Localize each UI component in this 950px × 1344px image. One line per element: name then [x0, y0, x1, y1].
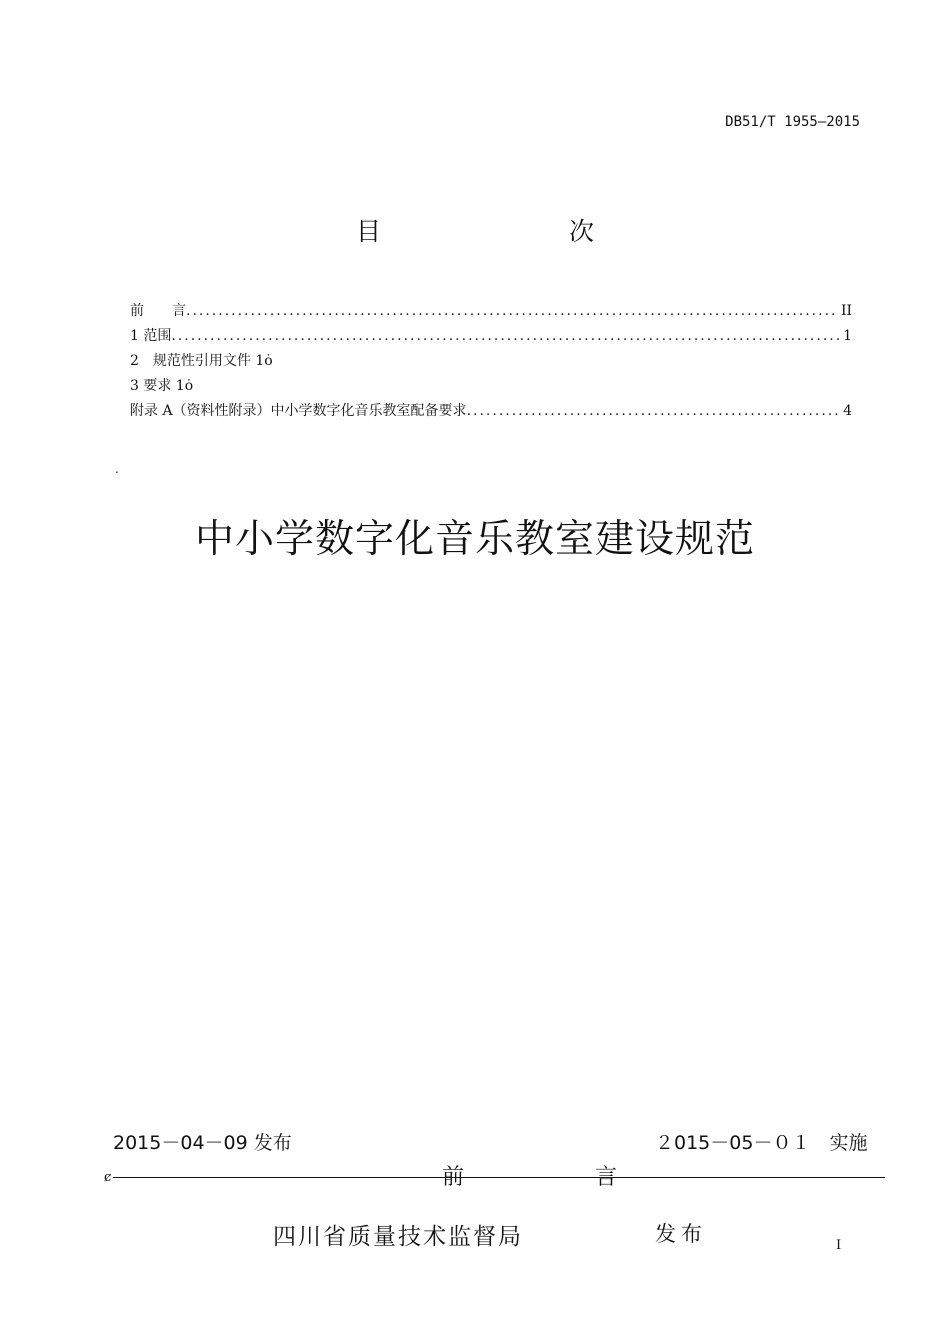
document-title: 中小学数字化音乐教室建设规范	[194, 517, 755, 562]
toc-entry-requirements[interactable]	[130, 375, 852, 400]
toc-leader-dots	[467, 403, 842, 419]
divider-mark: ȼ	[104, 1170, 112, 1185]
paragraph-mark: ȯ	[264, 353, 273, 369]
page-number: I	[836, 1238, 842, 1253]
toc-entry-page: 1	[843, 328, 852, 344]
toc-title: 目 次	[356, 217, 684, 246]
table-of-contents	[130, 300, 852, 425]
toc-entry-references[interactable]	[130, 350, 852, 375]
toc-entry-label: 前 言	[130, 303, 186, 319]
toc-entry-page: 4	[843, 403, 852, 419]
toc-entry-appendix-a[interactable]	[130, 400, 852, 425]
toc-entry-scope[interactable]	[130, 325, 852, 350]
paragraph-mark: ȯ	[184, 378, 194, 394]
implementation-date: ２015－05－０１ 实施	[655, 1132, 868, 1154]
stray-dot: .	[115, 462, 119, 476]
standard-code: DB51/T 1955—2015	[725, 114, 860, 130]
toc-entry-label: 附录 A（资料性附录）中小学数字化音乐教室配备要求	[130, 403, 467, 419]
issue-date: 2015－04－09 发布	[113, 1132, 292, 1154]
toc-entry-page: II	[840, 303, 852, 319]
toc-entry-label: 3 要求 1	[130, 378, 185, 394]
toc-entry-label: 2 规范性引用文件 1	[130, 353, 265, 369]
preface-heading: 前 言	[442, 1165, 679, 1190]
issuing-authority: 四川省质量技术监督局	[273, 1224, 523, 1250]
issuing-label: 发布	[655, 1222, 707, 1246]
toc-entry-preface[interactable]	[130, 300, 852, 325]
toc-entry-label: 1 范围	[130, 328, 172, 344]
toc-leader-dots	[171, 328, 841, 344]
toc-leader-dots	[186, 303, 839, 319]
